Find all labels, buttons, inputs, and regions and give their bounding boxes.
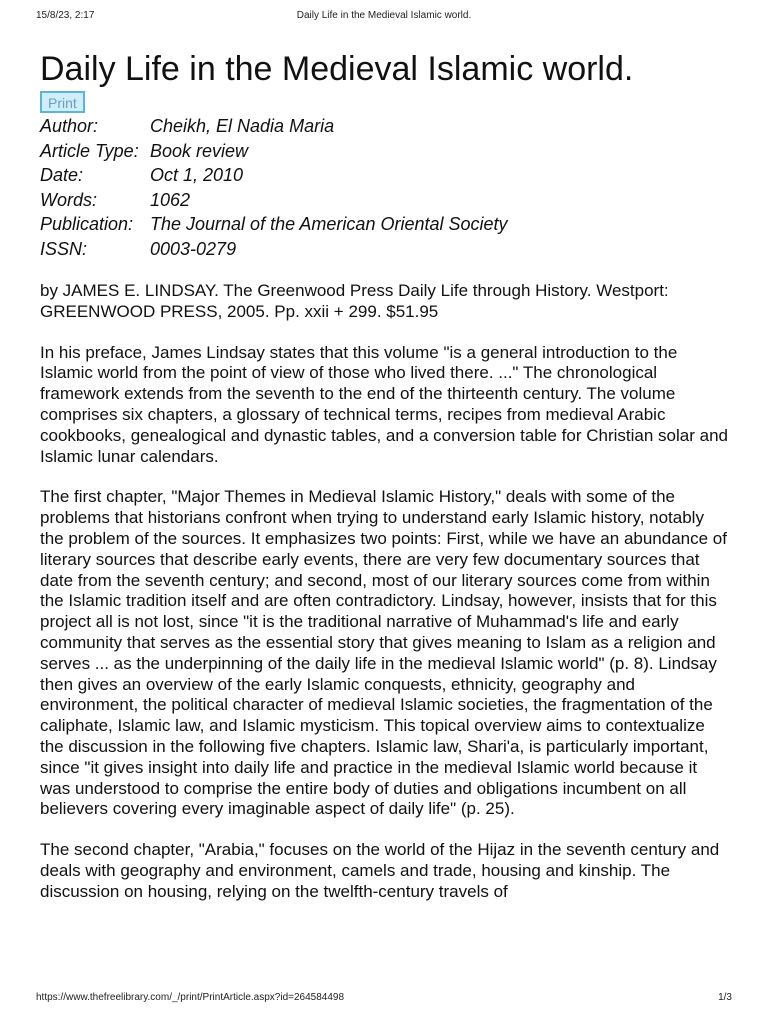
meta-value-article-type: Book review [150, 140, 249, 161]
meta-key: Date: [40, 165, 84, 185]
article-meta-table [40, 114, 508, 261]
meta-row-author [40, 114, 508, 139]
meta-row-article-type [40, 139, 508, 164]
page-title: Daily Life in the Medieval Islamic world. [40, 50, 634, 88]
article-paragraph: The first chapter, "Major Themes in Medieval Islamic History," deals with some of the problems that historians confront when trying to understand early Islamic history, notably the problem of the sources. It emphasizes two points: First, while we have an abundance of literary sources that describe early events, there are very few documentary sources that date from the seventh century; and second, most of our literary sources come from within the Islamic tradition itself and are often contradictory. Lindsay, however, insists that for this project all is not lost, since "it is the traditional narrative of Muhammad's life and early community that serves as the essential story that gives meaning to Islam as a religion and serves ... as the underpinning of the daily life in the medieval Islamic world" (p. 8). Lindsay then gives an overview of the early Islamic conquests, ethnicity, geography and environment, the political character of medieval Islamic societies, the fragmentation of the caliphate, Islamic law, and Islamic mysticism. This topical overview aims to contextualize the discussion in the following five chapters. Islamic law, Shari'a, is particularly important, since "it gives insight into daily life and practice in the medieval Islamic world because it was understood to comprise the entire body of duties and obligations incumbent on all believers covering every imaginable aspect of daily life" (p. 25). [40, 487, 727, 819]
meta-row-issn [40, 237, 508, 262]
meta-key: Publication: [40, 214, 134, 234]
article-paragraph: The second chapter, "Arabia," focuses on the world of the Hijaz in the seventh century and deals with geography and environment, camels and trade, housing and kinship. The discussion on housing, relying on the twelfth-century travels of [40, 840, 720, 901]
meta-key: Words: [40, 189, 98, 210]
meta-value-publication: The Journal of the American Oriental Society [150, 214, 508, 234]
meta-row-words [40, 188, 508, 213]
meta-key: ISSN: [40, 238, 88, 259]
article [40, 48, 730, 903]
meta-key: Article Type: [40, 140, 139, 161]
header-title: Daily Life in the Medieval Islamic world. [296, 10, 472, 21]
footer-url: https://www.thefreelibrary.com/_/print/PrintArticle.aspx?id=264584498 [36, 992, 345, 1003]
meta-value-words: 1062 [150, 189, 191, 210]
meta-row-publication [40, 212, 508, 237]
print-button[interactable]: Print [40, 91, 85, 113]
article-paragraph: In his preface, James Lindsay states that this volume "is a general introduction to the Islamic world from the point of view of those who lived there. ..." The chronological framework extends from the seventh to the end of the thirteenth century. The volume comprises six chapters, a glossary of technical terms, recipes from medieval Arabic cookbooks, genealogical and dynastic tables, and a conversion table for Christian solar and Islamic lunar calendars. [40, 342, 728, 466]
print-footer [36, 992, 732, 1006]
book-byline: by JAMES E. LINDSAY. The Greenwood Press Daily Life through History. Westport: GREENWOOD PRESS, 2005. Pp. xxii + 299. $51.95 [40, 281, 669, 321]
meta-value-issn: 0003-0279 [150, 238, 237, 259]
meta-key: Author: [40, 116, 99, 136]
meta-value-date: Oct 1, 2010 [150, 165, 244, 185]
meta-row-date [40, 163, 508, 188]
print-header [36, 10, 732, 24]
meta-value-author: Cheikh, El Nadia Maria [150, 116, 335, 136]
page-number: 1/3 [718, 992, 732, 1003]
header-datetime: 15/8/23, 2:17 [36, 10, 95, 21]
